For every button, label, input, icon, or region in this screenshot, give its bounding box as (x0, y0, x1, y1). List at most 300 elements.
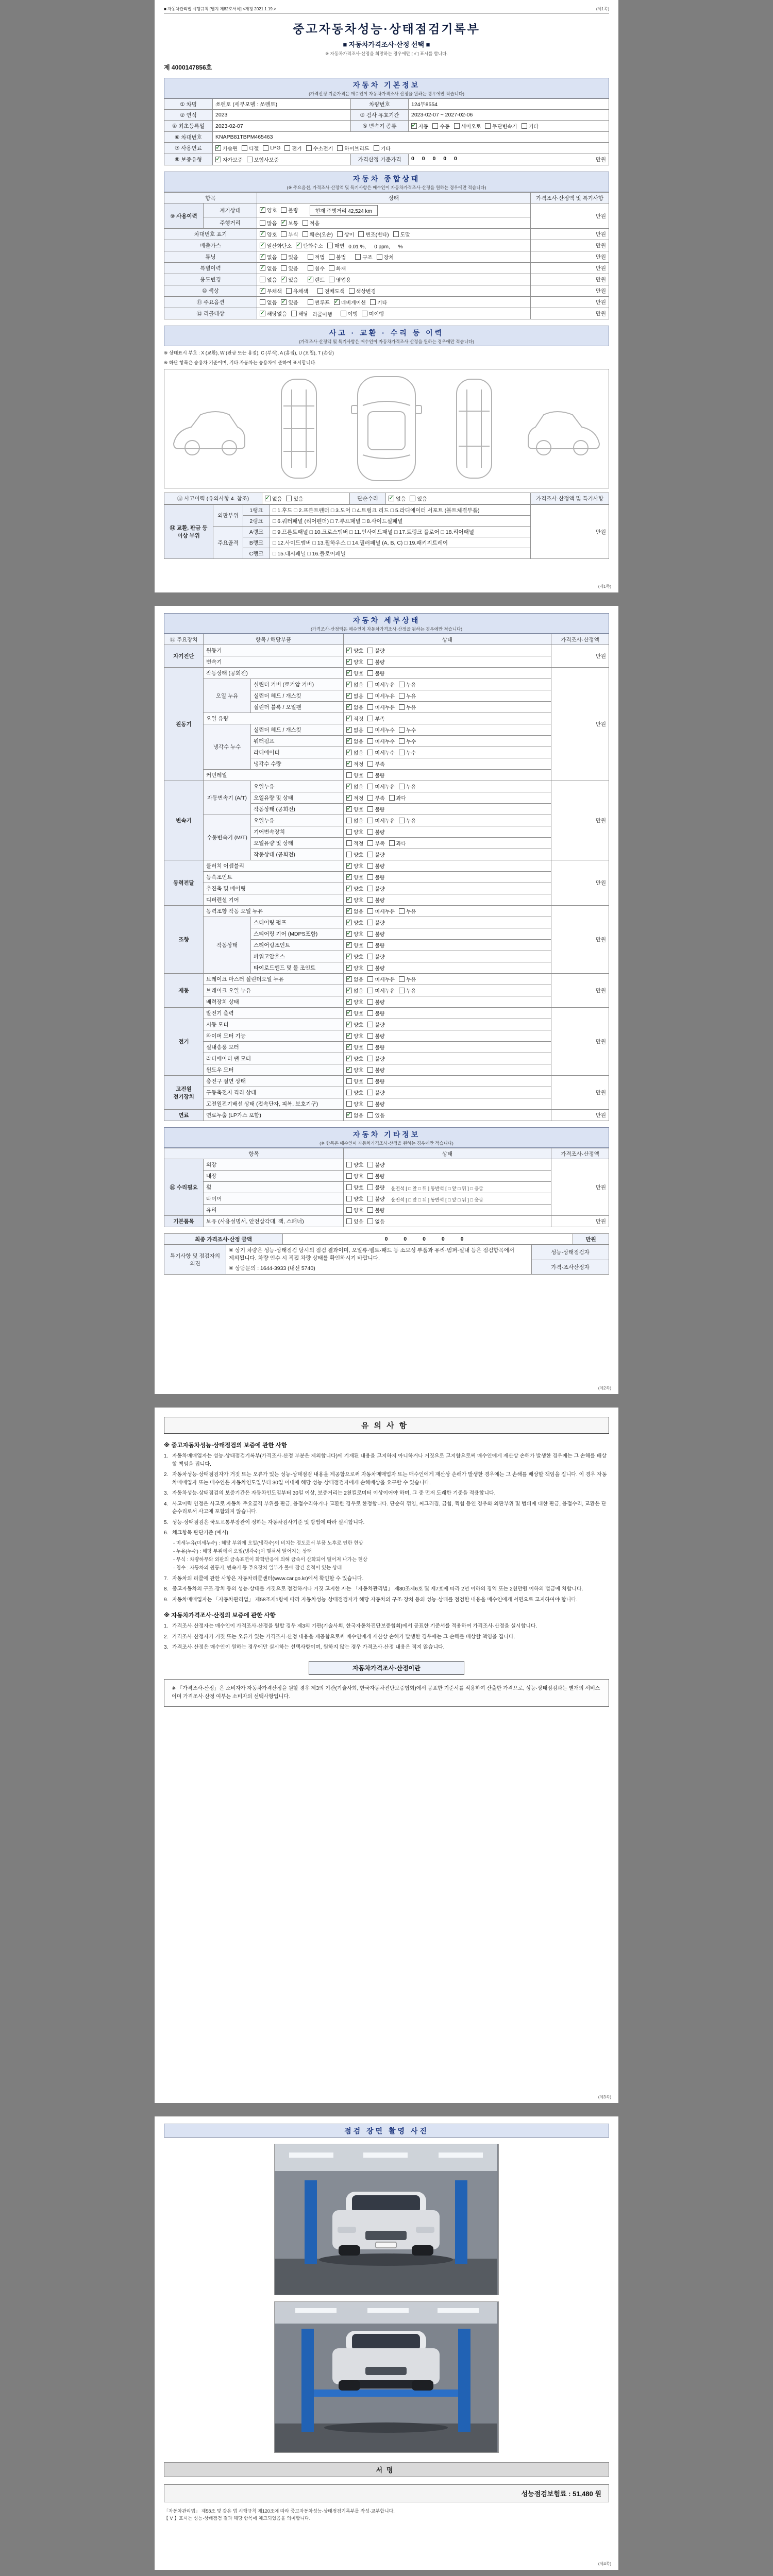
outer-panel-label: 외판부위 (213, 505, 243, 527)
checkbox-상이[interactable] (337, 230, 354, 238)
checkbox-box (374, 145, 379, 151)
checkbox-미세누유[interactable] (367, 987, 395, 994)
checkbox-box (367, 976, 373, 982)
checkbox-label: 누유 (406, 818, 416, 824)
checkbox-미세누수[interactable] (367, 737, 395, 745)
item-label: 배력장치 상태 (204, 996, 344, 1008)
checkbox-침수[interactable] (308, 264, 325, 272)
checkbox-불량[interactable] (367, 1161, 384, 1168)
notice-text: 사고이력 인정은 사고로 자동차 주요골격 부위를 판금, 용접수리하거나 교환한 경우로 한정합니다. 단순히 꺾임, 찌그러짐, 긁힘, 찍힘 등인 경우와 외판부위 및 범퍼에 대한 판금, 용접수리, 교환은 단순수리로서 사고에 포함되지 않습니다. (172, 1501, 607, 1515)
checkbox-무채색[interactable] (260, 287, 282, 295)
checkbox-label: 불량 (375, 999, 385, 1006)
checkbox-양호[interactable] (346, 964, 363, 972)
checkbox-부족[interactable] (367, 839, 384, 847)
notice-item (164, 1575, 609, 1583)
checkbox-box (399, 818, 405, 823)
checkbox-불량[interactable] (367, 805, 384, 813)
checkbox-없음[interactable] (346, 987, 363, 994)
checkbox-label: 양호 (354, 659, 364, 666)
checkbox-부족[interactable] (367, 715, 384, 722)
checkbox-적음[interactable] (303, 219, 320, 227)
row-label: 차대번호 표기 (164, 229, 257, 240)
checkbox-매연[interactable] (327, 242, 344, 249)
checkbox-해당없음[interactable] (260, 310, 287, 317)
checkbox-훼손(오손)[interactable] (303, 230, 333, 238)
checkbox-있음[interactable] (346, 1217, 363, 1225)
checkbox-적정[interactable] (346, 760, 363, 768)
checkbox-없음[interactable] (265, 495, 282, 502)
checkbox-box (389, 496, 394, 501)
checkbox-자동[interactable] (411, 122, 428, 130)
checkbox-label: 양호 (354, 1045, 364, 1051)
checkbox-과다[interactable] (389, 839, 406, 847)
checkbox-불량[interactable] (367, 828, 384, 836)
checkbox-양호[interactable] (346, 873, 363, 881)
checkbox-box (346, 874, 352, 880)
row-state (344, 1053, 551, 1064)
checkbox-불량[interactable] (367, 851, 384, 858)
checkbox-누유[interactable] (399, 692, 416, 700)
checkbox-전체도색[interactable] (317, 287, 345, 295)
checkbox-label: 불법 (336, 255, 346, 261)
checkbox-양호[interactable] (346, 919, 363, 926)
checkbox-미세누유[interactable] (367, 975, 395, 983)
checkbox-일산화탄소[interactable] (260, 242, 292, 249)
checkbox-양호[interactable] (346, 1077, 363, 1085)
checkbox-불량[interactable] (367, 873, 384, 881)
table-row (164, 1042, 609, 1053)
diagram-basis-legend: ※ 하단 항목은 승용차 기준이며, 기타 자동차는 승용차에 준하여 표시합니다. (164, 360, 316, 365)
checkbox-불량[interactable] (367, 964, 384, 972)
checkbox-label: 양호 (354, 671, 364, 677)
checkbox-box (317, 288, 323, 294)
checkbox-label: 매연 (334, 243, 345, 249)
item-label: 실린더 블록 / 오일팬 (251, 702, 344, 713)
section-photos-header (164, 2124, 609, 2138)
checkbox-양호[interactable] (346, 1183, 363, 1191)
notice-text: 가격조사·산정자는 매수인이 가격조사·산정을 원할 경우 제3의 기관(기술사회, 한국자동차진단보증협회)에서 공표한 기준서를 적용하여 가격조사·산정을 실시합니다. (172, 1623, 537, 1629)
checkbox-가솔린[interactable] (215, 144, 238, 152)
checkbox-양호[interactable] (346, 828, 363, 836)
table-row (164, 781, 609, 792)
checkbox-불량[interactable] (367, 1206, 384, 1214)
checkbox-누유[interactable] (399, 681, 416, 688)
item-label: 오일유량 및 상태 (251, 792, 344, 804)
checkbox-불량[interactable] (367, 1172, 384, 1180)
checkbox-있음[interactable] (281, 276, 298, 283)
row-state (344, 724, 551, 736)
checkbox-있음[interactable] (410, 495, 427, 502)
checkbox-부식[interactable] (281, 230, 298, 238)
checkbox-label: 불량 (375, 863, 385, 870)
basic-info-table (164, 98, 609, 165)
group-label: 고전원 전기장치 (164, 1076, 204, 1110)
group-label: 조향 (164, 906, 204, 974)
checkbox-기타[interactable] (522, 122, 539, 130)
row-state (344, 1019, 551, 1030)
checkbox-변조(변타)[interactable] (358, 230, 389, 238)
checkbox-많음[interactable] (260, 219, 277, 227)
row-state (344, 668, 551, 679)
checkbox-없음[interactable] (346, 681, 363, 688)
checkbox-렌트[interactable] (308, 276, 325, 283)
checkbox-양호[interactable] (346, 885, 363, 892)
checkbox-box (346, 1022, 352, 1027)
checkbox-불량[interactable] (367, 1055, 384, 1062)
page-corner-mark: (제3쪽) (598, 2095, 611, 2099)
checkbox-양호[interactable] (346, 805, 363, 813)
checkbox-label: 없음 (272, 496, 282, 502)
checkbox-자가보증[interactable] (215, 156, 243, 163)
checkbox-누수[interactable] (399, 749, 416, 756)
checkbox-없음[interactable] (260, 276, 277, 283)
checkbox-label: 불량 (375, 1162, 385, 1168)
checkbox-양호[interactable] (346, 647, 363, 654)
price-cell: 만원 (551, 1159, 609, 1216)
checkbox-label: 해당없음 (267, 311, 287, 317)
checkbox-box (367, 1090, 373, 1095)
checkbox-불량[interactable] (367, 771, 384, 779)
checkbox-미세누유[interactable] (367, 703, 395, 711)
checkbox-불량[interactable] (367, 998, 384, 1006)
checkbox-양호[interactable] (346, 941, 363, 949)
checkbox-label: 네비게이션 (341, 300, 366, 306)
checkbox-미세누유[interactable] (367, 681, 395, 688)
checkbox-box (346, 806, 352, 812)
row-state (344, 883, 551, 894)
checkbox-이행[interactable] (341, 310, 358, 317)
checkbox-없음[interactable] (367, 1217, 384, 1225)
checkbox-양호[interactable] (260, 206, 277, 214)
car-diagram-side-left (167, 390, 253, 467)
checkbox-무단변속기[interactable] (485, 122, 517, 130)
checkbox-양호[interactable] (346, 953, 363, 960)
checkbox-불량[interactable] (367, 658, 384, 666)
accident-price-header: 가격조사·산정액 및 특기사항 (531, 493, 609, 504)
checkbox-색상변경[interactable] (349, 287, 376, 295)
checkbox-불량[interactable] (367, 1043, 384, 1051)
checkbox-없음[interactable] (346, 692, 363, 700)
checkbox-label: 양호 (354, 897, 364, 904)
rank-label: 1랭크 (243, 505, 270, 516)
checkbox-보험사보증[interactable] (247, 156, 279, 163)
checkbox-box (260, 254, 265, 260)
item-label: 원동기 (204, 645, 344, 656)
state-text: 0.01 %, (348, 244, 366, 250)
checkbox-양호[interactable] (346, 658, 363, 666)
checkbox-누유[interactable] (399, 907, 416, 915)
checkbox-label: 불량 (375, 920, 385, 926)
checkbox-box (329, 254, 334, 260)
checkbox-box (346, 648, 352, 653)
checkbox-없음[interactable] (260, 264, 277, 272)
section-basic-note: (가격산정 기준가격은 매수인이 자동차가격조사·산정을 원하는 경우에만 적습니다) (309, 91, 464, 96)
checkbox-없음[interactable] (346, 737, 363, 745)
checkbox-box (367, 670, 373, 676)
checkbox-label: 양호 (354, 920, 364, 926)
item-label: 작동상태 (공회전) (204, 668, 344, 679)
checkbox-누수[interactable] (399, 726, 416, 734)
notice-subitem: - 미세누유(미세누수) : 해당 부위에 오일(냉각수)이 비치는 정도로서 부품 노후로 인한 현상 (173, 1540, 363, 1546)
checkbox-양호[interactable] (346, 851, 363, 858)
warranty-options (213, 154, 351, 165)
checkbox-불량[interactable] (367, 1089, 384, 1096)
checkbox-label: 훼손(오손) (309, 232, 333, 238)
checkbox-label: 있음 (293, 496, 304, 502)
checkbox-누수[interactable] (399, 737, 416, 745)
checkbox-box (362, 311, 367, 316)
checkbox-미세누유[interactable] (367, 907, 395, 915)
checkbox-있음[interactable] (367, 1111, 384, 1119)
checkbox-label: 변조(변타) (365, 232, 389, 238)
checkbox-미세누유[interactable] (367, 817, 395, 824)
checkbox-label: 적정 (354, 841, 364, 847)
checkbox-box (367, 1033, 373, 1039)
checkbox-누유[interactable] (399, 783, 416, 790)
checkbox-label: 자동 (418, 124, 429, 130)
checkbox-있음[interactable] (281, 298, 298, 306)
row-state (344, 1159, 551, 1171)
checkbox-적정[interactable] (346, 715, 363, 722)
checkbox-양호[interactable] (346, 1009, 363, 1017)
checkbox-양호[interactable] (346, 1055, 363, 1062)
checkbox-없음[interactable] (260, 253, 277, 261)
premium-value: 51,480 원 (573, 2490, 601, 2498)
row-state (344, 985, 551, 996)
checkbox-양호[interactable] (346, 771, 363, 779)
row-state (257, 263, 531, 274)
checkbox-영업용[interactable] (329, 276, 351, 283)
checkbox-box (399, 976, 405, 982)
checkbox-label: 화재 (336, 266, 346, 272)
checkbox-label: 있음 (375, 1113, 385, 1119)
checkbox-label: 양호 (267, 232, 277, 238)
checkbox-불량[interactable] (367, 953, 384, 960)
row-state (344, 1064, 551, 1076)
checkbox-label: 없음 (354, 682, 364, 688)
checkbox-label: 무채색 (267, 289, 282, 295)
checkbox-해당[interactable] (291, 310, 308, 317)
checkbox-없음[interactable] (389, 495, 406, 502)
checkbox-불량[interactable] (367, 647, 384, 654)
checkbox-불량[interactable] (367, 669, 384, 677)
checkbox-불량[interactable] (367, 1195, 384, 1202)
row-state (344, 951, 551, 962)
checkbox-box (370, 299, 376, 305)
item-label: 오일누유 (251, 815, 344, 826)
checkbox-양호[interactable] (346, 862, 363, 870)
checkbox-불량[interactable] (367, 930, 384, 938)
checkbox-label: 양호 (354, 1196, 364, 1202)
checkbox-미세누유[interactable] (367, 783, 395, 790)
checkbox-양호[interactable] (346, 1100, 363, 1108)
final-price-unit: 만원 (573, 1234, 609, 1245)
subgroup-label: 작동상태 (204, 917, 251, 974)
checkbox-미세누유[interactable] (367, 692, 395, 700)
checkbox-디젤[interactable] (242, 144, 259, 152)
final-price-amount: 0 0 0 0 0 (283, 1234, 573, 1245)
checkbox-label: 양호 (354, 863, 364, 870)
checkbox-누유[interactable] (399, 703, 416, 711)
checkbox-불량[interactable] (367, 1183, 384, 1191)
checkbox-불량[interactable] (367, 896, 384, 904)
checkbox-불량[interactable] (281, 206, 298, 214)
checkbox-양호[interactable] (346, 1089, 363, 1096)
checkbox-네비게이션[interactable] (334, 298, 366, 306)
subgroup-label: 수동변속기 (M/T) (204, 815, 251, 860)
checkbox-없음[interactable] (346, 975, 363, 983)
checkbox-도말[interactable] (393, 230, 410, 238)
group-label: 자기진단 (164, 645, 204, 668)
checkbox-label: 부족 (375, 795, 385, 802)
checkbox-label: 불량 (375, 773, 385, 779)
checkbox-불법[interactable] (329, 253, 346, 261)
checkbox-구조[interactable] (355, 253, 372, 261)
checkbox-적정[interactable] (346, 794, 363, 802)
checkbox-양호[interactable] (346, 1161, 363, 1168)
checkbox-label: 불량 (375, 807, 385, 813)
table-row (164, 656, 609, 668)
checkbox-있음[interactable] (281, 264, 298, 272)
checkbox-불량[interactable] (367, 1021, 384, 1028)
checkbox-불량[interactable] (367, 1032, 384, 1040)
checkbox-LPG[interactable] (263, 145, 280, 151)
checkbox-누유[interactable] (399, 817, 416, 824)
checkbox-label: 부족 (375, 761, 385, 768)
checkbox-탄화수소[interactable] (296, 242, 323, 249)
checkbox-없음[interactable] (346, 703, 363, 711)
checkbox-label: 누수 (406, 727, 416, 734)
checkbox-썬루프[interactable] (308, 298, 330, 306)
checkbox-있음[interactable] (281, 253, 298, 261)
checkbox-불량[interactable] (367, 885, 384, 892)
checkbox-부족[interactable] (367, 794, 384, 802)
detail-state-table (164, 634, 609, 1121)
group-label: 전기 (164, 1008, 204, 1076)
checkbox-box (393, 231, 399, 237)
checkbox-전기[interactable] (284, 144, 301, 152)
checkbox-양호[interactable] (346, 669, 363, 677)
row-state (344, 849, 551, 860)
checkbox-label: 양호 (354, 999, 364, 1006)
checkbox-없음[interactable] (346, 1111, 363, 1119)
checkbox-불량[interactable] (367, 919, 384, 926)
page-gap (0, 2103, 773, 2116)
group-label: 원동기 (164, 668, 204, 781)
checkbox-box (399, 988, 405, 993)
rank-label: B랭크 (243, 537, 270, 548)
checkbox-미이행[interactable] (362, 310, 384, 317)
checkbox-양호[interactable] (346, 930, 363, 938)
checkbox-있음[interactable] (286, 495, 303, 502)
checkbox-label: 양호 (354, 852, 364, 858)
rank-items: □ 9.프론트패널 □ 10.크로스멤버 □ 11.인사이드패널 □ 17.트렁크 플로어 □ 18.리어패널 (270, 527, 531, 537)
checkbox-불량[interactable] (367, 1009, 384, 1017)
rank-items: □ 12.사이드멤버 □ 13.휠하우스 □ 14.필러패널 (A, B, C) □ 19.패키지트레이 (270, 537, 531, 548)
checkbox-label: 적정 (354, 716, 364, 722)
checkbox-적법[interactable] (308, 253, 325, 261)
checkbox-box (355, 254, 361, 260)
rank-items: □ 6.쿼터패널 (리어펜더) □ 7.루프패널 □ 8.사이드실패널 (270, 516, 531, 527)
checkbox-유채색[interactable] (286, 287, 308, 295)
checkbox-없음[interactable] (346, 726, 363, 734)
checkbox-label: 미세누수 (375, 750, 395, 756)
checkbox-양호[interactable] (346, 1021, 363, 1028)
detail-col-item: 항목 / 해당부품 (204, 634, 344, 645)
checkbox-label: 수동 (440, 124, 450, 130)
checkbox-불량[interactable] (367, 1077, 384, 1085)
table-row (164, 1110, 609, 1121)
item-label: 실린더 헤드 / 개스킷 (251, 724, 344, 736)
checkbox-양호[interactable] (346, 998, 363, 1006)
checkbox-양호[interactable] (260, 230, 277, 238)
section-accident-note: (가격조사·산정액 및 특기사항은 매수인이 자동차가격조사·산정을 원하는 경우에만 적습니다) (299, 339, 474, 344)
checkbox-없음[interactable] (260, 298, 277, 306)
checkbox-label: 불량 (375, 1185, 385, 1191)
checkbox-보통[interactable] (281, 219, 298, 227)
checkbox-화재[interactable] (329, 264, 346, 272)
checkbox-label: 불량 (375, 829, 385, 836)
checkbox-양호[interactable] (346, 1043, 363, 1051)
checkbox-누유[interactable] (399, 987, 416, 994)
checkbox-장치[interactable] (377, 253, 394, 261)
checkbox-label: 영업용 (336, 277, 351, 283)
price-cell: 만원 (551, 906, 609, 974)
checkbox-없음[interactable] (346, 783, 363, 790)
checkbox-box (367, 1101, 373, 1107)
page-3 (155, 1408, 618, 2103)
checkbox-양호[interactable] (346, 1032, 363, 1040)
checkbox-없음[interactable] (346, 749, 363, 756)
checkbox-양호[interactable] (346, 1066, 363, 1074)
row-state (344, 1098, 551, 1110)
checkbox-없음[interactable] (346, 817, 363, 824)
checkbox-box (367, 954, 373, 959)
checkbox-누유[interactable] (399, 975, 416, 983)
checkbox-label: 세미오토 (461, 124, 481, 130)
checkbox-불량[interactable] (367, 941, 384, 949)
notice-text: 가격조사·산정은 매수인이 원하는 경우에만 실시하는 선택사항이며, 원하지 않는 경우 가격조사·산정 내용은 적지 않습니다. (172, 1645, 445, 1650)
final-price-table (164, 1233, 609, 1245)
checkbox-box (367, 1196, 373, 1201)
checkbox-하이브리드[interactable] (337, 144, 369, 152)
checkbox-box (346, 1067, 352, 1073)
checkbox-불량[interactable] (367, 1100, 384, 1108)
checkbox-label: 없음 (354, 784, 364, 790)
checkbox-부족[interactable] (367, 760, 384, 768)
checkbox-label: 불량 (375, 943, 385, 949)
checkbox-세미오토[interactable] (454, 122, 481, 130)
checkbox-수소전기[interactable] (306, 144, 333, 152)
checkbox-적정[interactable] (346, 839, 363, 847)
checkbox-불량[interactable] (367, 862, 384, 870)
checkbox-없음[interactable] (346, 907, 363, 915)
checkbox-기타[interactable] (370, 298, 387, 306)
checkbox-불량[interactable] (367, 1066, 384, 1074)
checkbox-양호[interactable] (346, 1206, 363, 1214)
checkbox-양호[interactable] (346, 896, 363, 904)
checkbox-미세누수[interactable] (367, 749, 395, 756)
checkbox-미세누수[interactable] (367, 726, 395, 734)
checkbox-label: 양호 (354, 965, 364, 972)
notice-item (164, 1500, 609, 1516)
checkbox-과다[interactable] (389, 794, 406, 802)
checkbox-기타[interactable] (374, 144, 391, 152)
checkbox-양호[interactable] (346, 1172, 363, 1180)
footer-note-2: 【 V 】표시는 성능·상태점검 결과 해당 항목에 체크되었음을 의미합니다. (164, 2516, 311, 2521)
checkbox-양호[interactable] (346, 1195, 363, 1202)
checkbox-수동[interactable] (432, 122, 449, 130)
